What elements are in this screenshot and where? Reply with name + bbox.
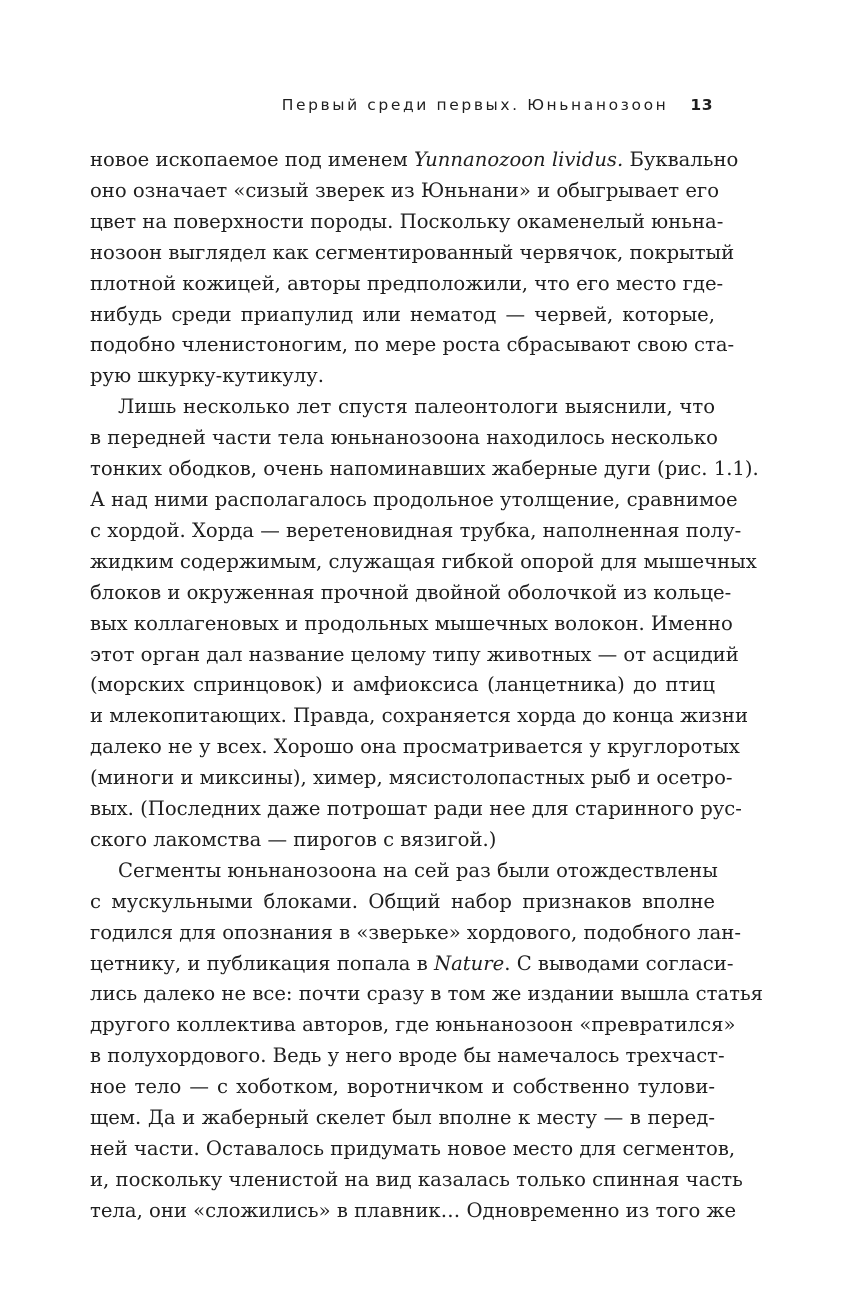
text-line xyxy=(90,949,734,980)
text-run: блоков и окруженная прочной двойной оболочкой из кольце- xyxy=(90,580,732,604)
text-line xyxy=(90,300,715,331)
text-line xyxy=(90,269,724,300)
text-line xyxy=(90,763,733,794)
text-run: тонких ободков, очень напоминавших жаберные дуги (рис. 1.1). xyxy=(90,457,759,481)
text-run: (миноги и миксины), химер, мясистолопастных рыб и осетро- xyxy=(90,766,733,790)
text-run: тела, они «сложились» в плавник… Одновременно из того же xyxy=(90,1198,737,1222)
text-run: нибудь среди приапулид или нематод — червей, которые, xyxy=(90,302,715,326)
text-line xyxy=(90,423,718,454)
text-run: в передней части тела юньнанозоона находилось несколько xyxy=(90,426,718,450)
running-head-title: Первый среди первых. Юньнанозоон xyxy=(281,96,669,114)
text-run: ней части. Оставалось придумать новое место для сегментов, xyxy=(90,1137,736,1160)
text-line xyxy=(90,330,735,361)
text-run: оно означает «сизый зверек из Юньнани» и обыгрывает его xyxy=(90,178,719,202)
paragraph xyxy=(90,145,739,392)
text-line xyxy=(90,454,759,485)
text-run: этот орган дал название целому типу животных — от асцидий xyxy=(90,642,739,666)
text-run: цетнику, и публикация попала в xyxy=(90,951,434,975)
text-line xyxy=(90,578,732,609)
text-run: годился для опознания в «зверьке» хордового, подобного лан- xyxy=(90,920,741,944)
text-line xyxy=(90,1134,736,1165)
text-run: лись далеко не все: почти сразу в том же издании вышла статья xyxy=(90,982,763,1006)
text-line xyxy=(90,485,738,516)
text-run: цвет на поверхности породы. Поскольку окаменелый юньна- xyxy=(90,209,724,233)
page-number: 13 xyxy=(690,96,713,114)
text-line xyxy=(90,176,719,207)
text-line xyxy=(90,1041,725,1072)
text-run: нозоон выглядел как сегментированный червячок, покрытый xyxy=(90,240,735,264)
text-line xyxy=(90,887,715,918)
text-line xyxy=(90,238,735,269)
text-run: подобно членистоногим, по мере роста сбрасывают свою ста- xyxy=(90,333,735,357)
text-line xyxy=(90,856,718,887)
text-line xyxy=(90,825,715,856)
text-run: А над ними располагалось продольное утолщение, сравнимое xyxy=(90,487,738,511)
italic-text: Nature xyxy=(433,951,505,975)
text-run: Лишь несколько лет спустя палеонтологи выяснили, что xyxy=(118,395,715,419)
text-run: щем. Да и жаберный скелет был вполне к месту — в перед- xyxy=(90,1106,715,1130)
text-line xyxy=(90,1072,715,1103)
text-run: рую шкурку-кутикулу. xyxy=(90,364,324,388)
text-run: и, поскольку членистой на вид казалась только спинная часть xyxy=(90,1167,743,1191)
body-text xyxy=(90,145,763,1227)
text-line xyxy=(90,732,740,763)
text-run: плотной кожицей, авторы предположили, что его место где- xyxy=(90,271,724,295)
text-line xyxy=(90,701,749,732)
paragraph xyxy=(90,392,759,856)
text-run: вых. (Последних даже потрошат ради нее для старинного рус- xyxy=(90,797,742,821)
text-line xyxy=(90,979,763,1010)
text-run: (морских спринцовок) и амфиоксиса (ланцетника) до птиц xyxy=(90,673,715,697)
text-line xyxy=(90,361,715,392)
text-line xyxy=(90,145,739,176)
text-line xyxy=(90,392,715,423)
text-line xyxy=(90,547,757,578)
text-line xyxy=(90,918,741,949)
text-line xyxy=(90,609,733,640)
text-line xyxy=(90,794,742,825)
text-line xyxy=(90,1103,715,1134)
text-line xyxy=(90,207,724,238)
text-run: новое ископаемое под именем xyxy=(90,148,414,171)
italic-text: Yunnanozoon lividus. xyxy=(413,148,624,171)
text-run: далеко не у всех. Хорошо она просматривается у круглоротых xyxy=(90,735,740,759)
text-run: и млекопитающих. Правда, сохраняется хорда до конца жизни xyxy=(90,704,749,728)
text-run: вых коллагеновых и продольных мышечных волокон. Именно xyxy=(90,611,733,635)
text-line xyxy=(90,1165,743,1196)
text-line xyxy=(90,670,715,701)
text-line xyxy=(90,1196,737,1227)
text-run: в полухордового. Ведь у него вроде бы намечалось трехчаст- xyxy=(90,1044,725,1068)
running-head xyxy=(90,96,713,122)
text-run: ского лакомства — пирогов с вязигой.) xyxy=(90,827,497,851)
text-run: с хордой. Хорда — веретеновидная трубка, наполненная полу- xyxy=(90,518,742,542)
text-run: жидким содержимым, служащая гибкой опорой для мышечных xyxy=(90,549,757,573)
text-run: с мускульными блоками. Общий набор признаков вполне xyxy=(90,889,715,913)
text-run: другого коллектива авторов, где юньнанозоон «превратился» xyxy=(90,1013,736,1037)
text-line xyxy=(90,640,739,671)
text-run: ное тело — с хоботком, воротничком и собственно тулови- xyxy=(90,1075,715,1099)
text-line xyxy=(90,1010,736,1041)
text-run: Буквально xyxy=(623,148,739,171)
text-line xyxy=(90,516,742,547)
text-run: . С выводами согласи- xyxy=(504,951,734,975)
text-run: Сегменты юньнанозоона на сей раз были отождествлены xyxy=(118,858,718,882)
paragraph xyxy=(90,856,763,1227)
